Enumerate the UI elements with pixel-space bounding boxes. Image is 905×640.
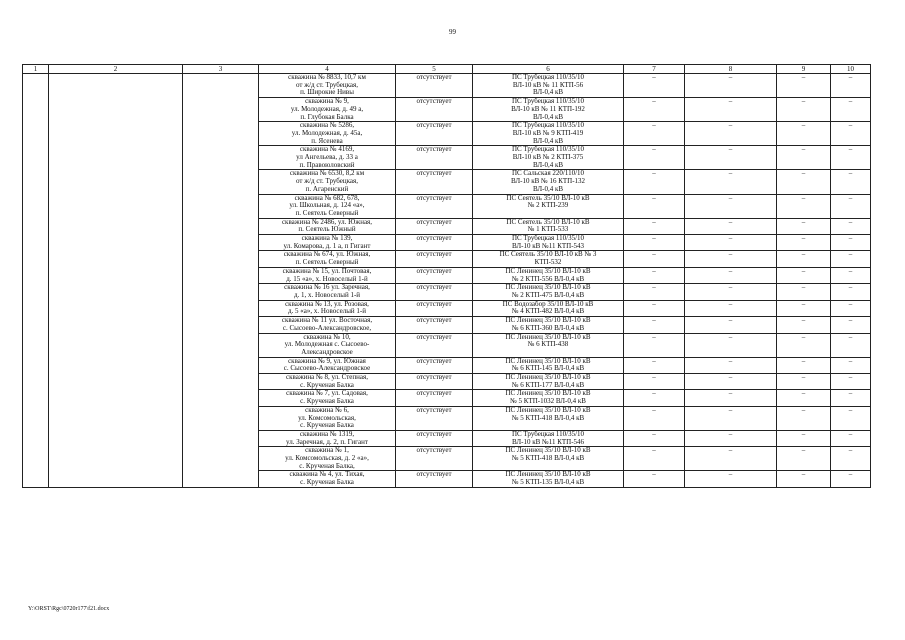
dash-cell: – xyxy=(624,284,685,300)
object-cell xyxy=(259,122,396,146)
dash-cell: – xyxy=(777,390,831,406)
object-line: д. 5 «а», х. Новоселый 1-й xyxy=(288,307,366,316)
dash-cell: – xyxy=(777,74,831,98)
dash-cell: – xyxy=(685,74,777,98)
dash-cell: – xyxy=(777,300,831,316)
dash-cell: – xyxy=(777,251,831,267)
dash-cell: – xyxy=(777,98,831,122)
object-line: ул. Молодежная, д. 49 а, xyxy=(290,104,364,113)
object-cell xyxy=(259,74,396,98)
status-cell: отсутствует xyxy=(396,74,473,98)
object-cell xyxy=(259,300,396,316)
object-line: скважина № 9, xyxy=(305,97,349,106)
status-cell: отсутствует xyxy=(396,300,473,316)
status-cell: отсутствует xyxy=(396,170,473,194)
object-line: с. Крученая Балка xyxy=(300,421,354,430)
dash-cell: – xyxy=(624,218,685,234)
dash-cell: – xyxy=(624,447,685,471)
object-line: скважина № 8833, 10,7 км xyxy=(288,73,366,81)
dash-cell: – xyxy=(777,122,831,146)
col-1-cell xyxy=(23,74,49,488)
status-cell: отсутствует xyxy=(396,235,473,251)
dash-cell: – xyxy=(685,122,777,146)
dash-cell: – xyxy=(777,471,831,487)
power-source-cell xyxy=(473,284,624,300)
status-cell: отсутствует xyxy=(396,251,473,267)
dash-cell: – xyxy=(831,333,871,357)
object-line: от ж/д ст. Трубецкая, xyxy=(296,177,358,186)
power-source-line: КТП-532 xyxy=(534,258,562,267)
dash-cell: – xyxy=(624,471,685,487)
footer-path: Y:\ORST\Rgc\0720r177\f21.docx xyxy=(28,606,110,612)
power-source-line: ПС Трубецкая 110/35/10 xyxy=(511,234,585,243)
status-cell: отсутствует xyxy=(396,333,473,357)
dash-cell: – xyxy=(685,300,777,316)
object-line: с. Крученая Балка, xyxy=(299,461,355,470)
object-cell xyxy=(259,374,396,390)
dash-cell: – xyxy=(831,284,871,300)
power-source-line: ПС Трубецкая 110/35/10 xyxy=(511,145,585,154)
dash-cell: – xyxy=(831,300,871,316)
object-cell xyxy=(259,194,396,218)
power-source-cell xyxy=(473,374,624,390)
header-cell: 4 xyxy=(259,65,396,74)
dash-cell: – xyxy=(685,430,777,446)
power-source-line: № 5 КТП-135 ВЛ-0,4 кВ xyxy=(511,478,585,487)
object-line: скважина № 13, ул. Розовая, xyxy=(285,300,369,308)
power-source-line: ПС Сеятель 35/10 ВЛ-10 кВ xyxy=(506,218,590,226)
power-source-line: ВЛ-10 кВ № 11 КТП-56 xyxy=(512,80,584,89)
power-source-cell xyxy=(473,98,624,122)
object-line: п. Правоюловский xyxy=(299,160,355,169)
dash-cell: – xyxy=(624,406,685,430)
power-source-line: ПС Ленинец 35/10 ВЛ-10 кВ xyxy=(505,446,591,455)
object-line: скважина № 15, ул. Почтовая, xyxy=(282,267,372,275)
dash-cell: – xyxy=(831,374,871,390)
object-line: ул. Комарова, д. 1 а, п Гигант xyxy=(283,241,371,250)
object-line: скважина № 2486, ул. Южная, xyxy=(281,218,373,226)
object-line: скважина № 9, ул. Южная xyxy=(288,357,366,365)
object-line: скважина № 8, ул. Степная, xyxy=(286,373,368,382)
power-source-cell xyxy=(473,357,624,373)
object-line: скважина № 1319, xyxy=(299,430,355,438)
dash-cell: – xyxy=(831,430,871,446)
power-source-line: № 5 КТП-418 ВЛ-0,4 кВ xyxy=(511,454,585,463)
dash-cell: – xyxy=(777,317,831,333)
power-source-cell xyxy=(473,194,624,218)
dash-cell: – xyxy=(831,390,871,406)
object-line: скважина № 682, 678, xyxy=(294,194,360,202)
dash-cell: – xyxy=(624,374,685,390)
object-line: с. Крученая Балка xyxy=(300,397,354,406)
power-source-cell xyxy=(473,267,624,283)
header-cell: 9 xyxy=(777,65,831,74)
power-source-cell xyxy=(473,300,624,316)
dash-cell: – xyxy=(777,267,831,283)
dash-cell: – xyxy=(624,390,685,406)
object-line: п. Глубокая Балка xyxy=(300,112,354,121)
dash-cell: – xyxy=(685,390,777,406)
dash-cell: – xyxy=(685,357,777,373)
power-source-cell xyxy=(473,146,624,170)
object-line: п. Агаренский xyxy=(305,184,349,193)
dash-cell: – xyxy=(685,194,777,218)
object-line: п. Широкие Нивы xyxy=(300,88,354,97)
power-source-line: ПС Ленинец 35/10 ВЛ-10 кВ xyxy=(505,333,591,341)
dash-cell: – xyxy=(685,284,777,300)
power-source-cell xyxy=(473,235,624,251)
dash-cell: – xyxy=(831,251,871,267)
object-line: с. Сысоево-Александровское xyxy=(283,364,371,373)
power-source-line: ПС Трубецкая 110/35/10 xyxy=(511,73,585,81)
object-line: от ж/д ст. Трубецкая, xyxy=(296,80,358,89)
power-source-line: № 6 КТП-177 ВЛ-0,4 кВ xyxy=(511,380,585,389)
dash-cell: – xyxy=(831,357,871,373)
object-line: ул. Комсомольская, д. 2 «а», xyxy=(285,454,369,463)
table-row xyxy=(23,74,871,98)
header-row xyxy=(23,65,871,74)
object-cell xyxy=(259,284,396,300)
dash-cell: – xyxy=(777,374,831,390)
dash-cell: – xyxy=(624,98,685,122)
dash-cell: – xyxy=(831,406,871,430)
object-cell xyxy=(259,390,396,406)
dash-cell: – xyxy=(685,333,777,357)
power-source-line: ПС Трубецкая 110/35/10 xyxy=(511,430,585,438)
power-source-cell xyxy=(473,471,624,487)
object-cell xyxy=(259,146,396,170)
power-source-line: ПС Ленинец 35/10 ВЛ-10 кВ xyxy=(505,316,591,325)
power-source-cell xyxy=(473,122,624,146)
power-source-cell xyxy=(473,317,624,333)
power-source-line: № 6 КТП-145 ВЛ-0,4 кВ xyxy=(511,364,585,373)
power-source-cell xyxy=(473,390,624,406)
page-number: 99 xyxy=(449,28,456,36)
data-table xyxy=(22,64,871,488)
object-line: скважина № 10, xyxy=(303,333,351,341)
object-line: п. Ясенева xyxy=(311,136,343,145)
object-line: скважина № 139, xyxy=(301,234,353,243)
status-cell: отсутствует xyxy=(396,194,473,218)
power-source-line: ПС Ленинец 35/10 ВЛ-10 кВ xyxy=(505,470,591,479)
power-source-line: ВЛ-0,4 кВ xyxy=(532,112,564,121)
status-cell: отсутствует xyxy=(396,284,473,300)
dash-cell: – xyxy=(685,317,777,333)
object-cell xyxy=(259,235,396,251)
dash-cell: – xyxy=(685,218,777,234)
dash-cell: – xyxy=(777,235,831,251)
power-source-line: ВЛ-10 кВ № 16 КТП-132 xyxy=(510,177,586,186)
power-source-line: ВЛ-0,4 кВ xyxy=(532,88,564,97)
status-cell: отсутствует xyxy=(396,374,473,390)
object-cell xyxy=(259,471,396,487)
status-cell: отсутствует xyxy=(396,317,473,333)
power-source-cell xyxy=(473,170,624,194)
object-line: скважина № 16 ул. Заречная, xyxy=(284,283,370,292)
status-cell: отсутствует xyxy=(396,146,473,170)
dash-cell: – xyxy=(624,74,685,98)
dash-cell: – xyxy=(624,122,685,146)
header-cell: 3 xyxy=(183,65,259,74)
object-line: скважина № 674, ул. Южная, xyxy=(283,250,371,259)
power-source-cell xyxy=(473,406,624,430)
power-source-line: ПС Трубецкая 110/35/10 xyxy=(511,121,585,130)
object-cell xyxy=(259,333,396,357)
power-source-line: ПС Ленинец 35/10 ВЛ-10 кВ xyxy=(505,283,591,292)
power-source-line: № 2 КТП-239 xyxy=(527,201,569,210)
power-source-cell xyxy=(473,430,624,446)
dash-cell: – xyxy=(777,218,831,234)
object-line: скважина № 1, xyxy=(305,446,349,455)
dash-cell: – xyxy=(685,447,777,471)
power-source-line: № 4 КТП-482 ВЛ-0,4 кВ xyxy=(511,307,585,316)
dash-cell: – xyxy=(831,218,871,234)
power-source-cell xyxy=(473,74,624,98)
object-line: Александровское xyxy=(301,347,353,356)
dash-cell: – xyxy=(831,447,871,471)
dash-cell: – xyxy=(831,194,871,218)
header-cell: 5 xyxy=(396,65,473,74)
dash-cell: – xyxy=(777,447,831,471)
dash-cell: – xyxy=(624,251,685,267)
dash-cell: – xyxy=(777,170,831,194)
dash-cell: – xyxy=(624,194,685,218)
power-source-cell xyxy=(473,251,624,267)
power-source-line: ПС Сеятель 35/10 ВЛ-10 кВ № 3 xyxy=(499,250,597,259)
object-line: п. Сеятель Северный xyxy=(295,258,359,267)
object-cell xyxy=(259,430,396,446)
power-source-line: ПС Ленинец 35/10 ВЛ-10 кВ xyxy=(505,406,591,414)
dash-cell: – xyxy=(685,374,777,390)
power-source-line: ВЛ-10 кВ №11 КТП-543 xyxy=(511,241,585,250)
status-cell: отсутствует xyxy=(396,430,473,446)
power-source-line: ПС Ленинец 35/10 ВЛ-10 кВ xyxy=(505,357,591,365)
dash-cell: – xyxy=(777,430,831,446)
power-source-line: ПС Ленинец 35/10 ВЛ-10 кВ xyxy=(505,373,591,382)
dash-cell: – xyxy=(777,284,831,300)
dash-cell: – xyxy=(624,146,685,170)
dash-cell: – xyxy=(831,74,871,98)
power-source-line: ПС Сеятель 35/10 ВЛ-10 кВ xyxy=(506,194,590,202)
header-cell: 2 xyxy=(49,65,183,74)
status-cell: отсутствует xyxy=(396,357,473,373)
header-cell: 7 xyxy=(624,65,685,74)
dash-cell: – xyxy=(831,98,871,122)
dash-cell: – xyxy=(831,122,871,146)
dash-cell: – xyxy=(624,357,685,373)
object-line: ул. Комсомольская, xyxy=(298,413,356,422)
dash-cell: – xyxy=(685,471,777,487)
object-line: скважина № 4, ул. Тихая, xyxy=(289,470,365,479)
dash-cell: – xyxy=(624,170,685,194)
status-cell: отсутствует xyxy=(396,447,473,471)
power-source-cell xyxy=(473,447,624,471)
dash-cell: – xyxy=(685,251,777,267)
object-line: ул. Заречная, д. 2, п. Гигант xyxy=(286,437,368,446)
status-cell: отсутствует xyxy=(396,471,473,487)
power-source-line: ВЛ-10 кВ №11 КТП-546 xyxy=(511,437,585,446)
object-cell xyxy=(259,447,396,471)
dash-cell: – xyxy=(685,146,777,170)
power-source-line: ПС Водозабор 35/10 ВЛ-10 кВ xyxy=(502,300,594,308)
object-line: ул. Школьная, д. 124 «а», xyxy=(289,201,365,210)
dash-cell: – xyxy=(685,267,777,283)
object-cell xyxy=(259,251,396,267)
object-line: д. 15 «а», х. Новоселый 1-й xyxy=(286,274,368,283)
power-source-cell xyxy=(473,218,624,234)
status-cell: отсутствует xyxy=(396,267,473,283)
power-source-line: ВЛ-10 кВ № 9 КТП-419 xyxy=(512,128,584,137)
object-line: с. Сысоево-Александровское, xyxy=(282,323,372,332)
object-line: п. Сеятель Южный xyxy=(298,225,356,234)
object-line: скважина № 6, xyxy=(305,406,349,414)
header-cell: 8 xyxy=(685,65,777,74)
dash-cell: – xyxy=(624,267,685,283)
dash-cell: – xyxy=(624,333,685,357)
power-source-line: ВЛ-0,4 кВ xyxy=(532,184,564,193)
power-source-line: № 5 КТП-1032 ВЛ-0,4 кВ xyxy=(510,397,586,406)
dash-cell: – xyxy=(624,235,685,251)
power-source-line: № 1 КТП-533 xyxy=(527,225,569,234)
dash-cell: – xyxy=(685,170,777,194)
power-source-line: № 6 КТП-438 xyxy=(527,340,569,349)
object-line: скважина № 5286, xyxy=(299,121,355,130)
dash-cell: – xyxy=(831,146,871,170)
power-source-line: № 2 КТП-556 ВЛ-0,4 кВ xyxy=(511,274,585,283)
object-cell xyxy=(259,357,396,373)
dash-cell: – xyxy=(831,235,871,251)
status-cell: отсутствует xyxy=(396,390,473,406)
dash-cell: – xyxy=(624,317,685,333)
object-cell xyxy=(259,218,396,234)
dash-cell: – xyxy=(624,430,685,446)
object-line: скважина № 7, ул. Садовая, xyxy=(286,389,368,398)
col-2-cell xyxy=(49,74,183,488)
object-cell xyxy=(259,267,396,283)
object-line: скважина № 11 ул. Восточная, xyxy=(281,316,373,325)
dash-cell: – xyxy=(831,317,871,333)
dash-cell: – xyxy=(685,98,777,122)
power-source-line: № 2 КТП-475 ВЛ-0,4 кВ xyxy=(511,290,585,299)
dash-cell: – xyxy=(777,406,831,430)
header-cell: 1 xyxy=(23,65,49,74)
header-cell: 10 xyxy=(831,65,871,74)
power-source-line: ПС Ленинец 35/10 ВЛ-10 кВ xyxy=(505,389,591,398)
power-source-cell xyxy=(473,333,624,357)
object-cell xyxy=(259,170,396,194)
dash-cell: – xyxy=(685,235,777,251)
dash-cell: – xyxy=(831,267,871,283)
power-source-line: ПС Сальская 220/110/10 xyxy=(511,169,585,178)
dash-cell: – xyxy=(777,194,831,218)
object-line: д. 1, х. Новоселый 1-й xyxy=(293,290,361,299)
power-source-line: ПС Трубецкая 110/35/10 xyxy=(511,97,585,106)
object-line: ул. Молодежная, д. 45а, xyxy=(291,128,363,137)
dash-cell: – xyxy=(624,300,685,316)
header-cell: 6 xyxy=(473,65,624,74)
object-line: п. Сеятель Северный xyxy=(295,208,359,217)
power-source-line: № 6 КТП-360 ВЛ-0,4 кВ xyxy=(511,323,585,332)
power-source-line: ВЛ-0,4 кВ xyxy=(532,160,564,169)
object-line: скважина № 6530, 8,2 км xyxy=(289,169,365,178)
object-cell xyxy=(259,406,396,430)
power-source-line: ВЛ-10 кВ № 11 КТП-192 xyxy=(511,104,585,113)
dash-cell: – xyxy=(777,333,831,357)
power-source-line: ВЛ-10 кВ № 2 КТП-375 xyxy=(512,153,584,162)
object-line: с. Крученая Балка xyxy=(300,478,354,487)
status-cell: отсутствует xyxy=(396,98,473,122)
object-cell xyxy=(259,98,396,122)
object-line: ул Ангельева, д. 33 а xyxy=(296,153,358,162)
power-source-line: № 5 КТП-418 ВЛ-0,4 кВ xyxy=(511,413,585,422)
object-line: скважина № 4169, xyxy=(299,145,355,154)
status-cell: отсутствует xyxy=(396,218,473,234)
dash-cell: – xyxy=(831,170,871,194)
object-line: с. Крученая Балка xyxy=(300,380,354,389)
power-source-line: ПС Ленинец 35/10 ВЛ-10 кВ xyxy=(505,267,591,275)
object-line: ул. Молодежная с. Сысоево- xyxy=(284,340,370,349)
status-cell: отсутствует xyxy=(396,122,473,146)
dash-cell: – xyxy=(777,146,831,170)
power-source-line: ВЛ-0,4 кВ xyxy=(532,136,564,145)
col-3-cell xyxy=(183,74,259,488)
dash-cell: – xyxy=(777,357,831,373)
dash-cell: – xyxy=(685,406,777,430)
dash-cell: – xyxy=(831,471,871,487)
object-cell xyxy=(259,317,396,333)
status-cell: отсутствует xyxy=(396,406,473,430)
